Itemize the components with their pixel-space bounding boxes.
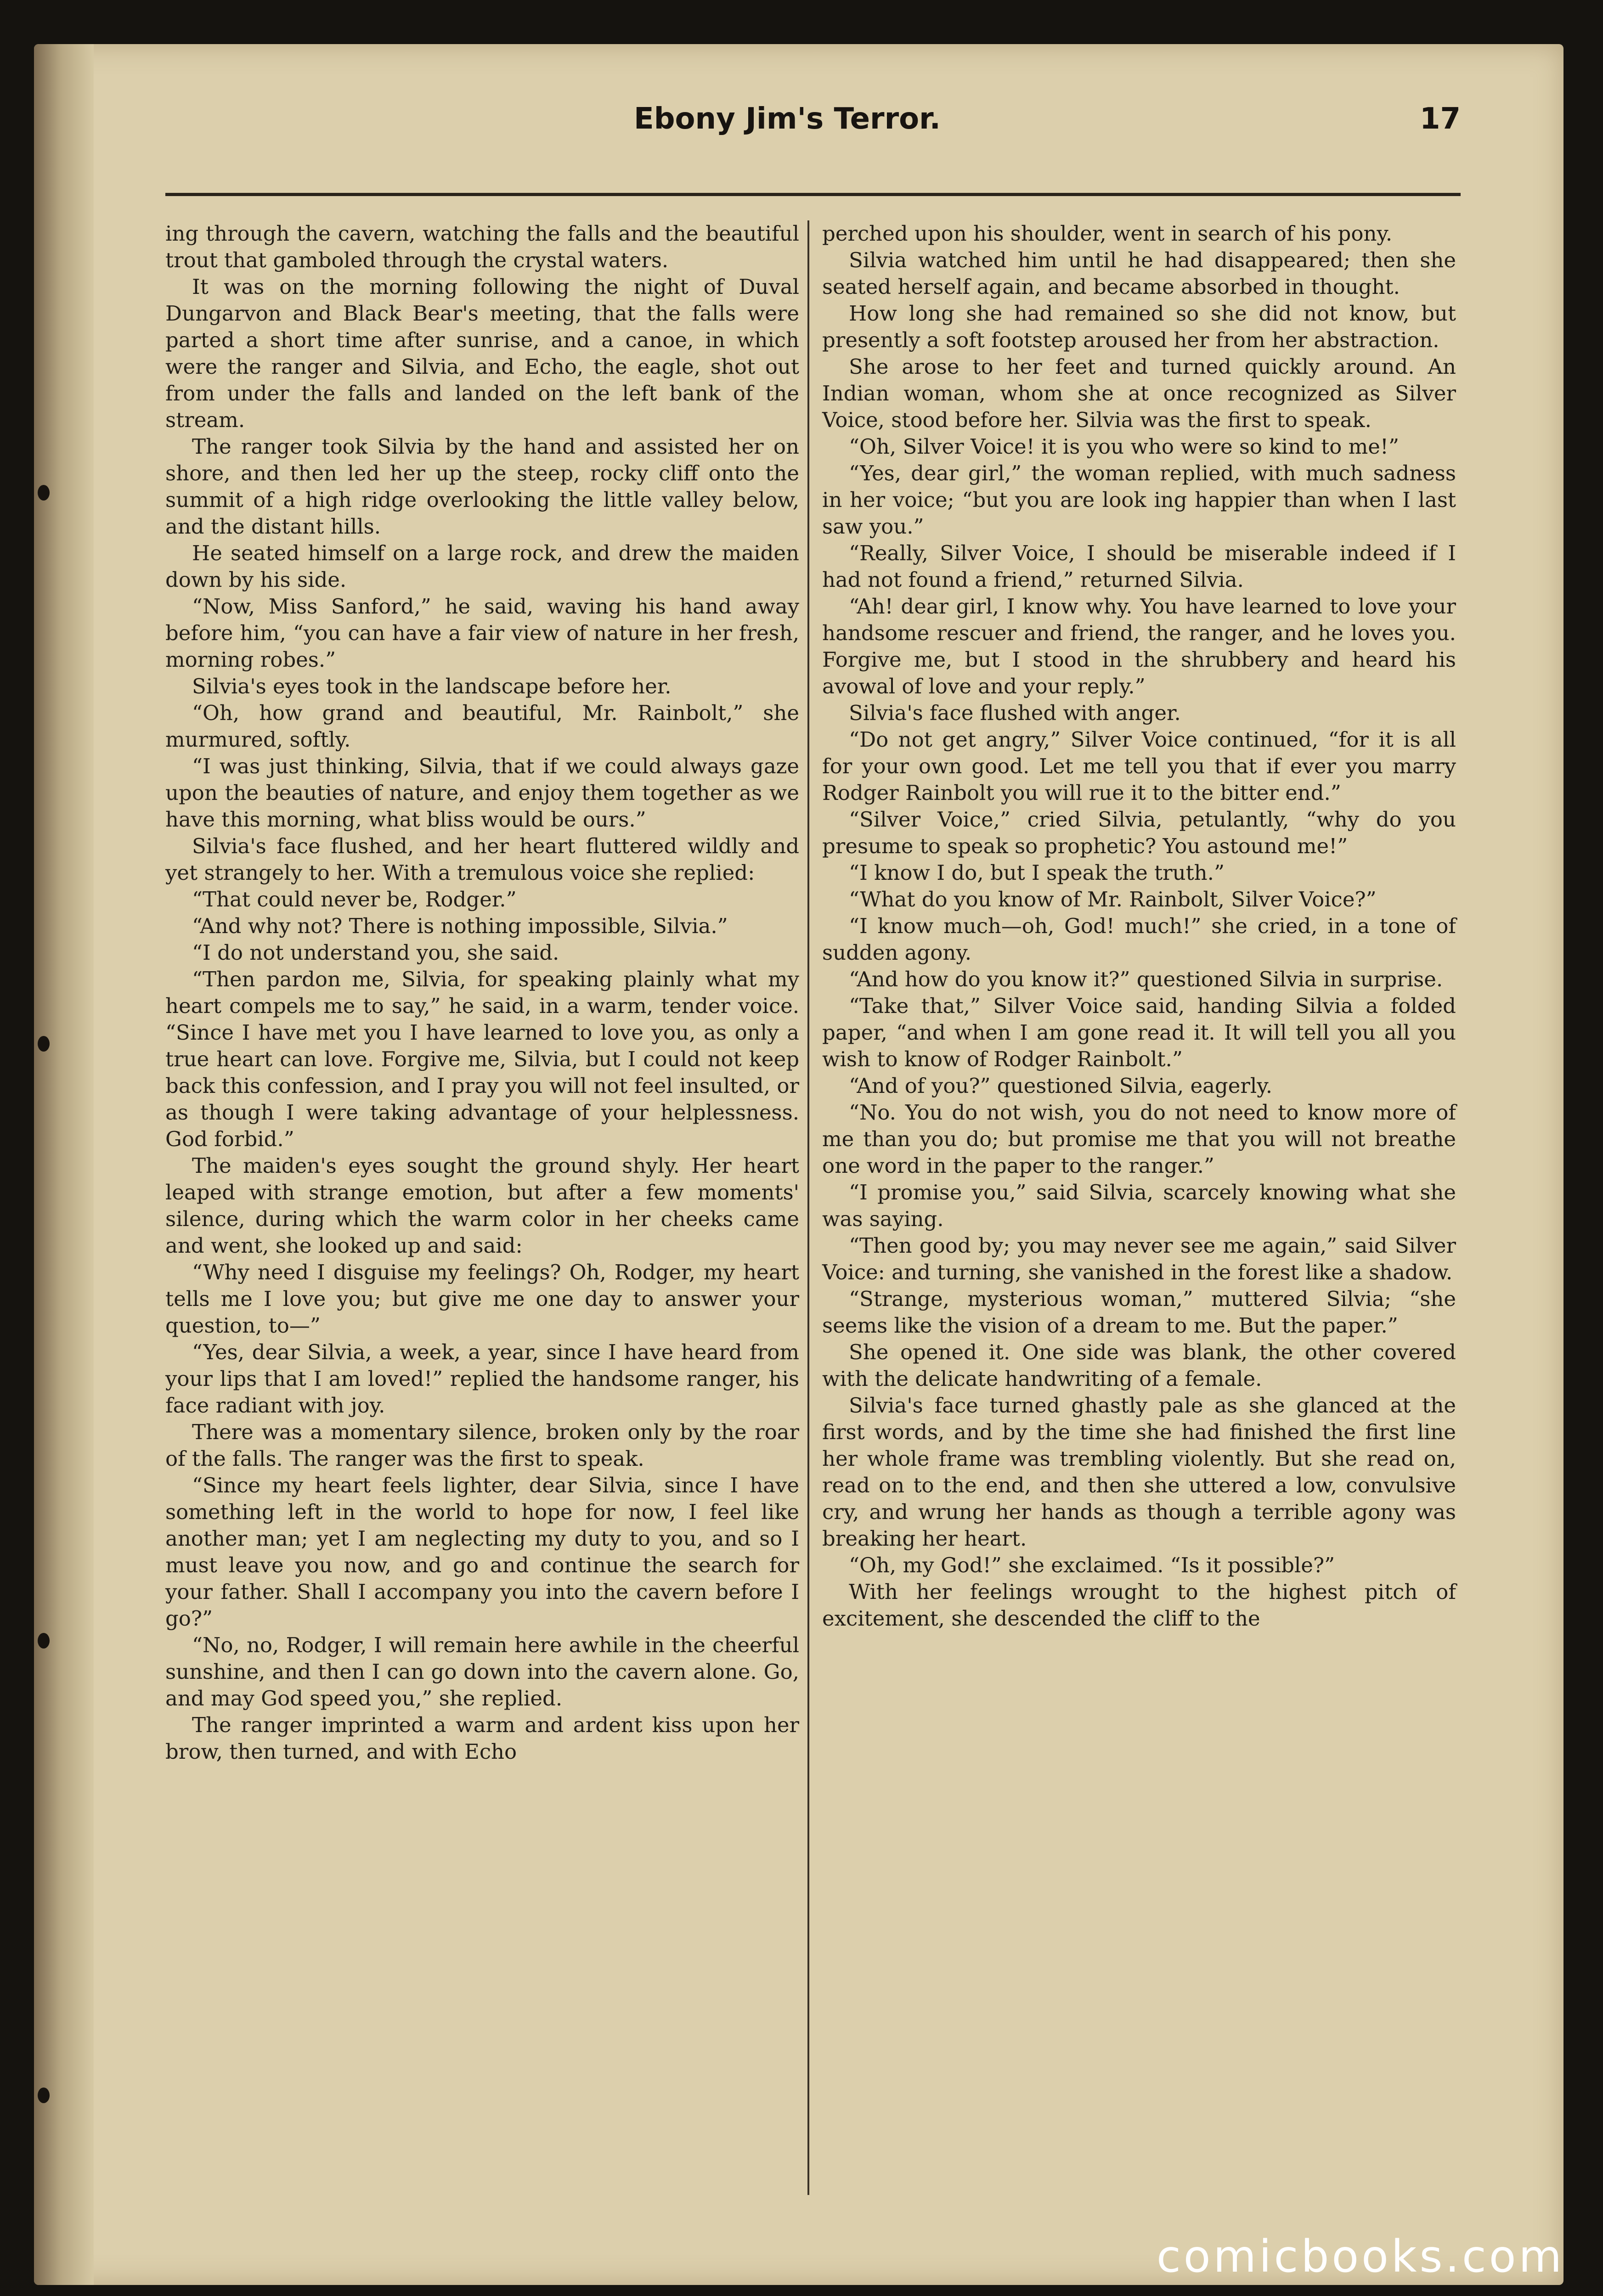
paragraph: There was a momentary silence, broken only by the roar of the falls. The ranger was the first to speak.: [165, 1420, 799, 1471]
paragraph: With her feelings wrought to the highest pitch of excitement, she descended the cliff to the: [822, 1580, 1456, 1631]
header-rule: [165, 193, 1461, 196]
paragraph: “Oh, Silver Voice! it is you who were so kind to me!”: [849, 434, 1400, 459]
binding-hole: [38, 1036, 50, 1052]
paragraph: “Strange, mysterious woman,” muttered Silvia; “she seems like the vision of a dream to me. But the paper.”: [822, 1287, 1456, 1338]
paragraph: “I know much—oh, God! much!” she cried, in a tone of sudden agony.: [822, 914, 1456, 965]
paragraph: Silvia watched him until he had disappeared; then she seated herself again, and became absorbed in thought.: [822, 248, 1456, 299]
paragraph: “No, no, Rodger, I will remain here awhile in the cheerful sunshine, and then I can go down into the cavern alone. Go, and may God speed you,” she replied.: [165, 1633, 799, 1711]
paragraph: Silvia's face turned ghastly pale as she glanced at the first words, and by the time she had finished the first line her whole frame was trembling violently. But she read on, read on to the end, and then she uttered a low, convulsive cry, and wrung her hands as though a terrible agony was breaking her heart.: [822, 1393, 1456, 1551]
paragraph: “And how do you know it?” questioned Silvia in surprise.: [849, 967, 1443, 991]
paragraph: “That could never be, Rodger.”: [192, 887, 517, 912]
paragraph: “Silver Voice,” cried Silvia, petulantly, “why do you presume to speak so prophetic? You astound me!”: [822, 807, 1456, 858]
paragraph: It was on the morning following the night of Duval Dungarvon and Black Bear's meeting, that the falls were parted a short time after sunrise, and a canoe, in which were the ranger and Silvia, and Echo, the eagle, shot out from under the falls and landed on the left bank of the stream.: [165, 275, 799, 432]
column-divider: [807, 220, 809, 2195]
paragraph: “I know I do, but I speak the truth.”: [849, 861, 1225, 885]
page-gutter: [34, 44, 94, 2285]
running-title: Ebony Jim's Terror.: [634, 102, 941, 136]
paragraph: “Do not get angry,” Silver Voice continued, “for it is all for your own good. Let me tell you that if ever you marry Rodger Rainbolt you will rue it to the bitter end.”: [822, 727, 1456, 805]
paragraph: “Really, Silver Voice, I should be miserable indeed if I had not found a friend,” returned Silvia.: [822, 541, 1456, 592]
binding-hole: [38, 485, 50, 501]
paragraph: He seated himself on a large rock, and drew the maiden down by his side.: [165, 541, 799, 592]
paragraph: The ranger imprinted a warm and ardent kiss upon her brow, then turned, and with Echo: [165, 1713, 799, 1764]
paragraph: The ranger took Silvia by the hand and assisted her on shore, and then led her up the steep, rocky cliff onto the summit of a high ridge overlooking the little valley below, and the distant hills.: [165, 434, 799, 539]
paragraph: “Yes, dear Silvia, a week, a year, since I have heard from your lips that I am loved!” replied the handsome ranger, his face radiant with joy.: [165, 1340, 799, 1418]
paragraph: “Why need I disguise my feelings? Oh, Rodger, my heart tells me I love you; but give me one day to answer your question, to—”: [165, 1260, 799, 1338]
paragraph: How long she had remained so she did not know, but presently a soft footstep aroused her from her abstraction.: [822, 301, 1456, 352]
paragraph: ing through the cavern, watching the falls and the beautiful trout that gamboled through the crystal waters.: [165, 221, 799, 272]
paragraph: “What do you know of Mr. Rainbolt, Silver Voice?”: [849, 887, 1377, 912]
right-column: [822, 220, 1456, 1632]
paragraph: “Ah! dear girl, I know why. You have learned to love your handsome rescuer and friend, the ranger, and he loves you. Forgive me, but I stood in the shrubbery and heard his avowal of love and your reply.”: [822, 594, 1456, 698]
paragraph: “Oh, how grand and beautiful, Mr. Rainbolt,” she murmured, softly.: [165, 701, 799, 752]
paragraph: perched upon his shoulder, went in search of his pony.: [822, 221, 1393, 246]
paragraph: “I was just thinking, Silvia, that if we could always gaze upon the beauties of nature, and enjoy them together as we have this morning, what bliss would be ours.”: [165, 754, 799, 832]
paragraph: “I promise you,” said Silvia, scarcely knowing what she was saying.: [822, 1180, 1456, 1231]
paragraph: Silvia's face flushed, and her heart fluttered wildly and yet strangely to her. With a tremulous voice she replied:: [165, 834, 799, 885]
paragraph: Silvia's eyes took in the landscape before her.: [192, 674, 672, 698]
paragraph: “And why not? There is nothing impossible, Silvia.”: [192, 914, 728, 938]
paragraph: “Now, Miss Sanford,” he said, waving his hand away before him, “you can have a fair view of nature in her fresh, morning robes.”: [165, 594, 799, 672]
paragraph: “And of you?” questioned Silvia, eagerly.: [849, 1074, 1272, 1098]
paragraph: “No. You do not wish, you do not need to know more of me than you do; but promise me that you will not breathe one word in the paper to the ranger.”: [822, 1100, 1456, 1178]
paragraph: “Then good by; you may never see me again,” said Silver Voice: and turning, she vanished in the forest like a shadow.: [822, 1233, 1456, 1284]
left-column: [165, 220, 799, 1765]
paragraph: “I do not understand you, she said.: [192, 940, 559, 965]
paragraph: “Yes, dear girl,” the woman replied, with much sadness in her voice; “but you are look ing happier than when I last saw you.”: [822, 461, 1456, 539]
binding-hole: [38, 1633, 50, 1649]
watermark: comicbooks.com: [1156, 2231, 1564, 2282]
page-number: 17: [1419, 102, 1461, 136]
paragraph: “Since my heart feels lighter, dear Silvia, since I have something left in the world to hope for now, I feel like another man; yet I am neglecting my duty to you, and so I must leave you now, and go and continue the search for your father. Shall I accompany you into the cavern before I go?”: [165, 1473, 799, 1631]
paragraph: She opened it. One side was blank, the other covered with the delicate handwriting of a female.: [822, 1340, 1456, 1391]
paragraph: She arose to her feet and turned quickly around. An Indian woman, whom she at once recognized as Silver Voice, stood before her. Silvia was the first to speak.: [822, 355, 1456, 432]
paragraph: “Take that,” Silver Voice said, handing Silvia a folded paper, “and when I am gone read it. It will tell you all you wish to know of Rodger Rainbolt.”: [822, 994, 1456, 1071]
paragraph: “Then pardon me, Silvia, for speaking plainly what my heart compels me to say,” he said, in a warm, tender voice. “Since I have met you I have learned to love you, as only a true heart can love. Forgive me, Silvia, but I could not keep back this confession, and I pray you will not feel insulted, or as though I were taking advantage of your helplessness. God forbid.”: [165, 967, 799, 1151]
paragraph: “Oh, my God!” she exclaimed. “Is it possible?”: [849, 1553, 1335, 1577]
binding-hole: [38, 2088, 50, 2103]
paragraph: The maiden's eyes sought the ground shyly. Her heart leaped with strange emotion, but after a few moments' silence, during which the warm color in her cheeks came and went, she looked up and said:: [165, 1154, 799, 1258]
paragraph: Silvia's face flushed with anger.: [849, 701, 1181, 725]
